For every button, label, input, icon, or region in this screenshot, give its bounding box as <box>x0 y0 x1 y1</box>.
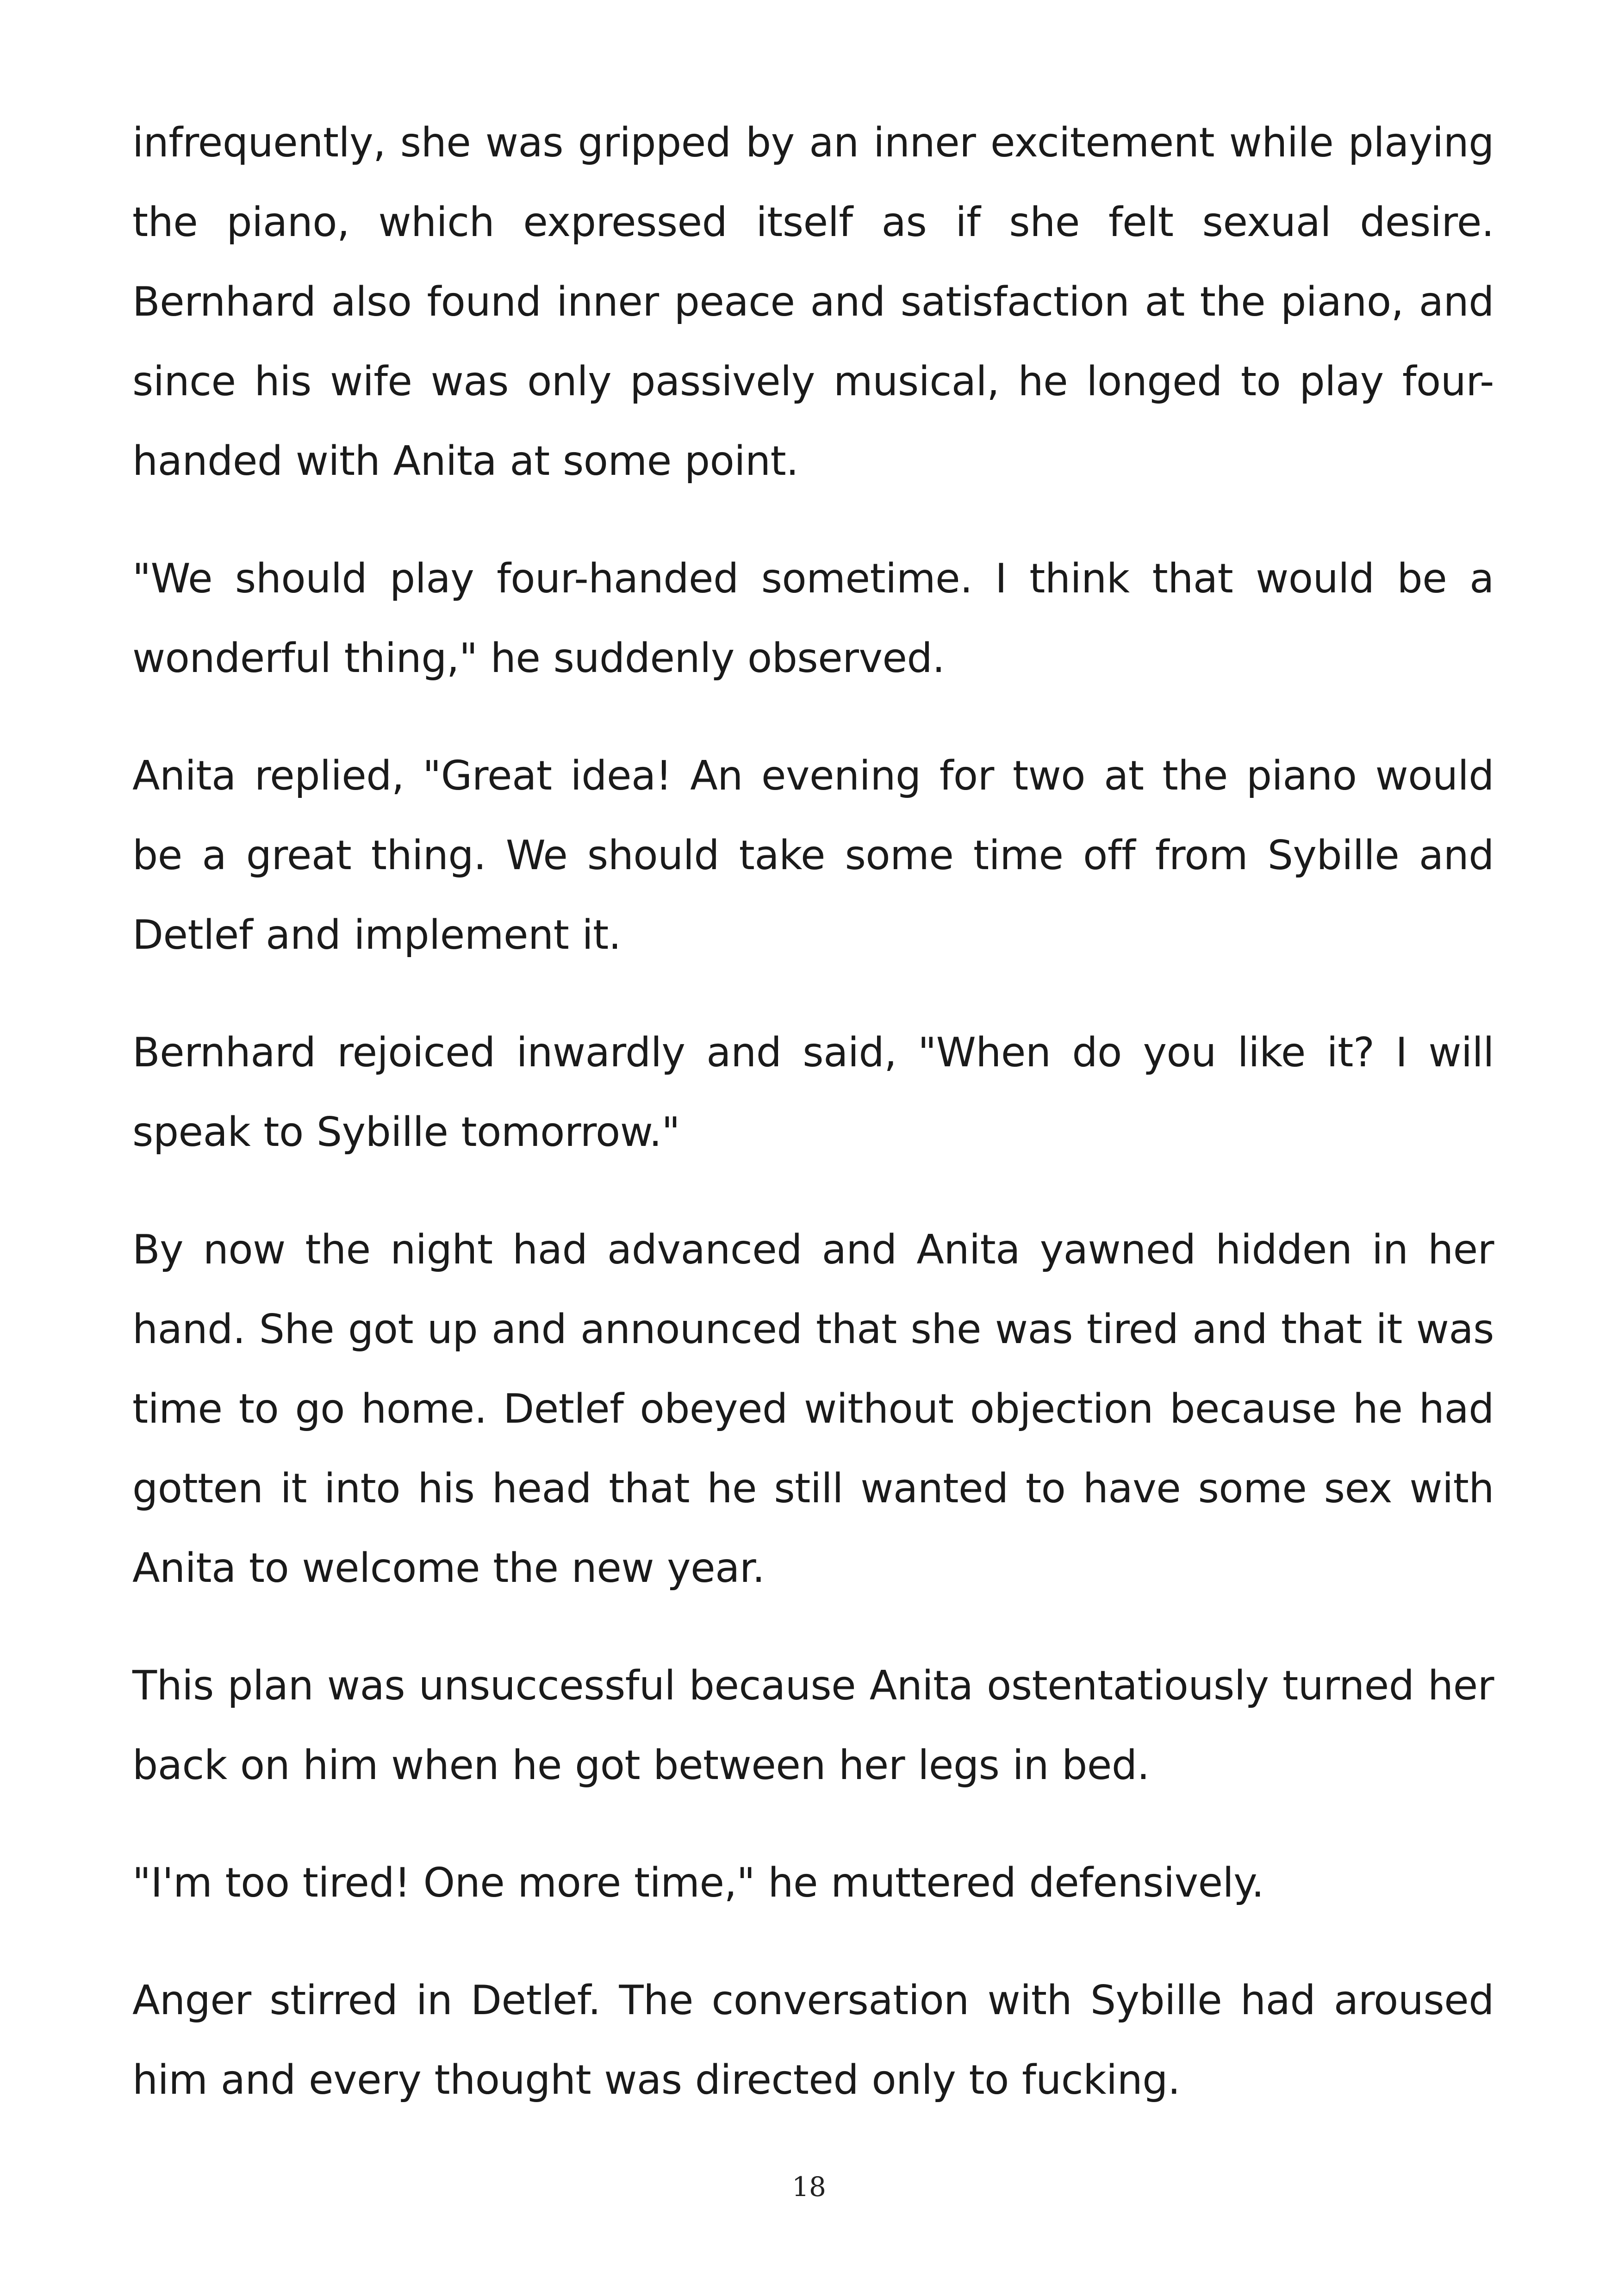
paragraph-3: Anita replied, "Great idea! An evening for two at the piano would be a great thing. We should take some time off from Sybille and Detlef and implement it. <box>132 752 1494 958</box>
paragraph-2: "We should play four-handed sometime. I think that would be a wonderful thing," he suddenly observed. <box>132 555 1494 682</box>
paragraph-6: This plan was unsuccessful because Anita ostentatiously turned her back on him when he got between her legs in bed. <box>132 1662 1494 1789</box>
body-text <box>132 103 1494 2120</box>
paragraph-1: infrequently, she was gripped by an inner excitement while playing the piano, which expressed itself as if she felt sexual desire. Bernhard also found inner peace and satisfaction at the piano, and since his wife was only passively musical, he longed to play four-handed with Anita at some point. <box>132 119 1494 485</box>
paragraph-4: Bernhard rejoiced inwardly and said, "When do you like it? I will speak to Sybille tomorrow." <box>132 1029 1494 1156</box>
page-number: 18 <box>792 2171 826 2203</box>
paragraph-5: By now the night had advanced and Anita yawned hidden in her hand. She got up and announced that she was tired and that it was time to go home. Detlef obeyed without objection because he had gotten it into his head that he still wanted to have some sex with Anita to welcome the new year. <box>132 1226 1494 1592</box>
paragraph-7: "I'm too tired! One more time," he muttered defensively. <box>132 1859 1264 1906</box>
paragraph-8: Anger stirred in Detlef. The conversation with Sybille had aroused him and every thought was directed only to fucking. <box>132 1977 1494 2103</box>
